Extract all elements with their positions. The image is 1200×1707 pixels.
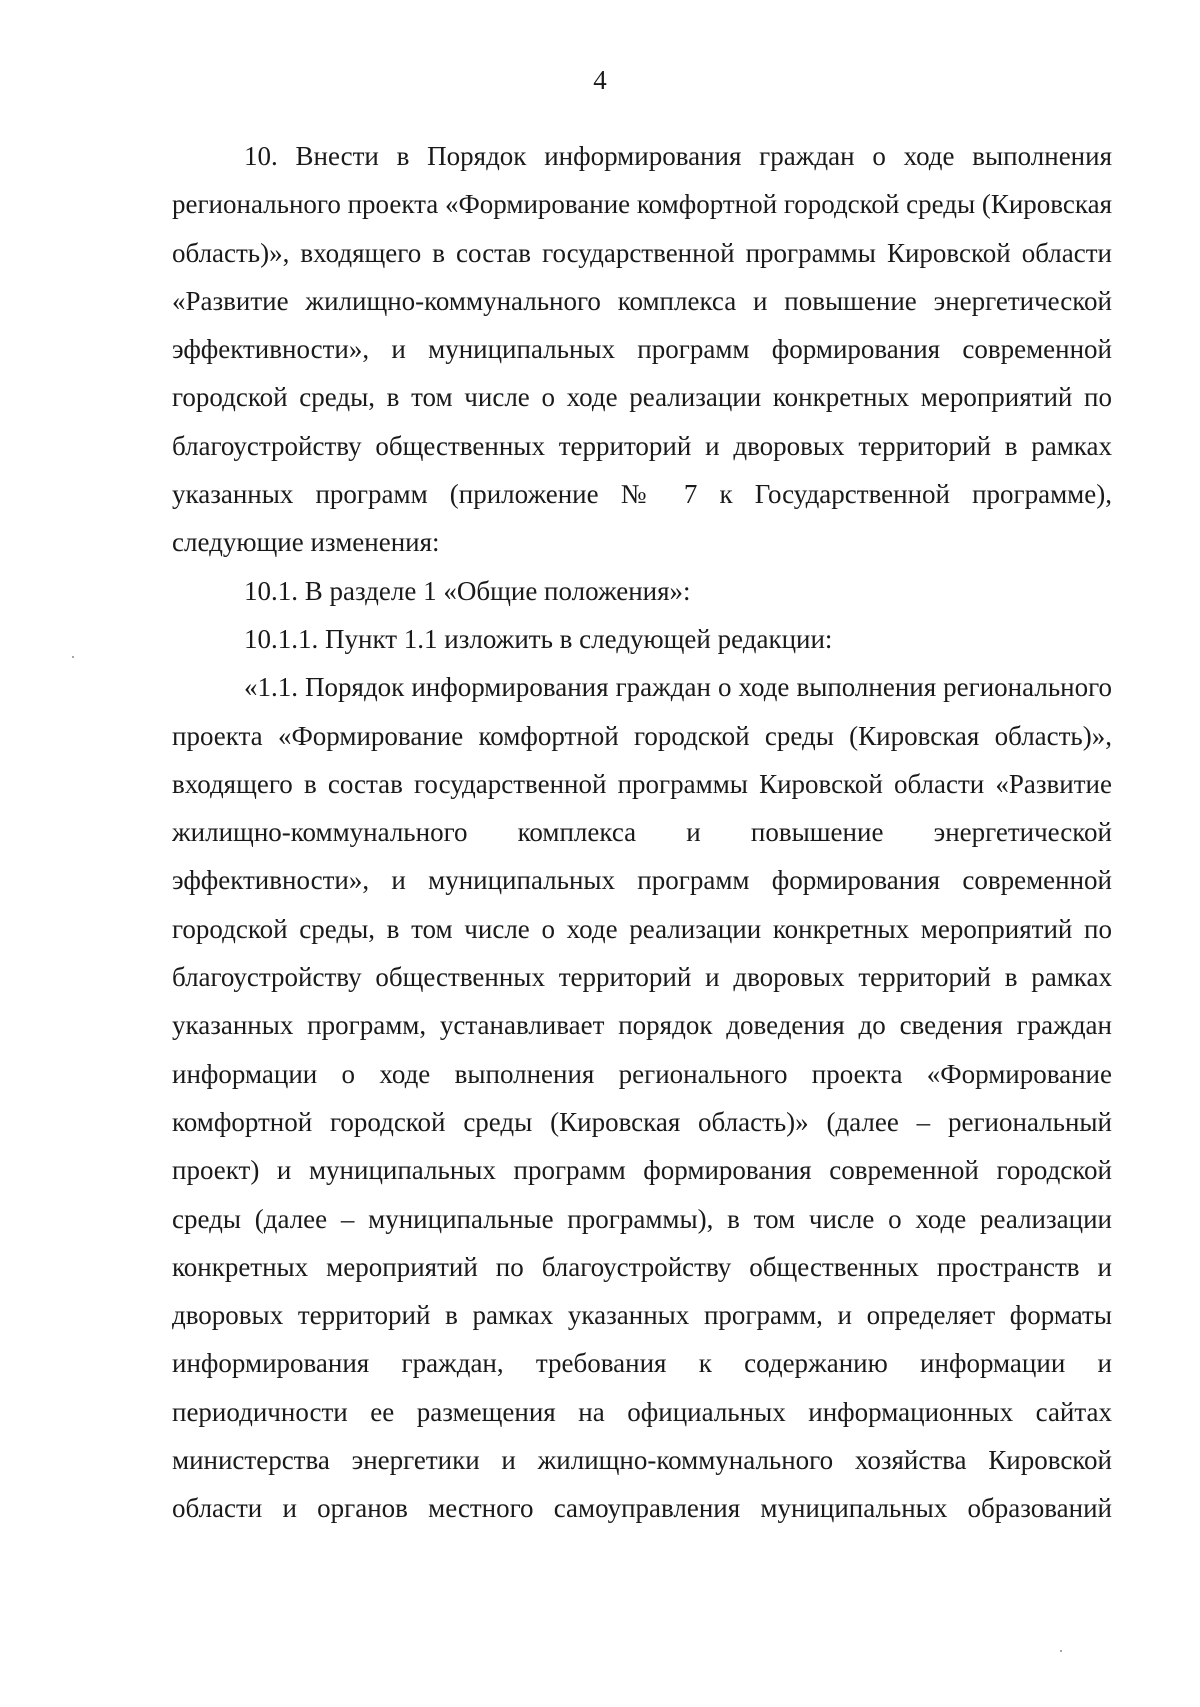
scan-speck (72, 656, 74, 658)
document-body (172, 132, 1112, 1533)
paragraph-1-1: «1.1. Порядок информирования граждан о ходе выполнения регионального проекта «Формирование комфортной городской среды (Кировская область)», входящего в состав государственной программы Кировской области «Развитие жилищно-коммунального комплекса и повышение энергетической эффективности», и муниципальных программ формирования современной городской среды, в том числе о ходе реализации конкретных мероприятий по благоустройству общественных территорий и дворовых территорий в рамках указанных программ, устанавливает порядок доведения до сведения граждан информации о ходе выполнения регионального проекта «Формирование комфортной городской среды (Кировская область)» (далее – региональный проект) и муниципальных программ формирования современной городской среды (далее – муниципальные программы), в том числе о ходе реализации конкретных мероприятий по благоустройству общественных пространств и дворовых территорий в рамках указанных программ, и определяет форматы информирования граждан, требования к содержанию информации и периодичности ее размещения на официальных информационных сайтах министерства энергетики и жилищно-коммунального хозяйства Кировской области и органов местного самоуправления муниципальных образований (172, 672, 1112, 1524)
paragraph-10-1: 10.1. В разделе 1 «Общие положения»: (244, 575, 691, 606)
paragraph-10: 10. Внести в Порядок информирования граждан о ходе выполнения регионального проекта «Формирование комфортной городской среды (Кировская область)», входящего в состав государственной программы Кировской области «Развитие жилищно-коммунального комплекса и повышение энергетической эффективности», и муниципальных программ формирования современной городской среды, в том числе о ходе реализации конкретных мероприятий по благоустройству общественных территорий и дворовых территорий в рамках указанных программ (приложение № 7 к Государственной программе), следующие изменения: (172, 141, 1112, 558)
scan-speck (1060, 1650, 1062, 1652)
paragraph-10-1-1: 10.1.1. Пункт 1.1 изложить в следующей редакции: (244, 623, 833, 654)
page-number: 4 (593, 65, 607, 95)
